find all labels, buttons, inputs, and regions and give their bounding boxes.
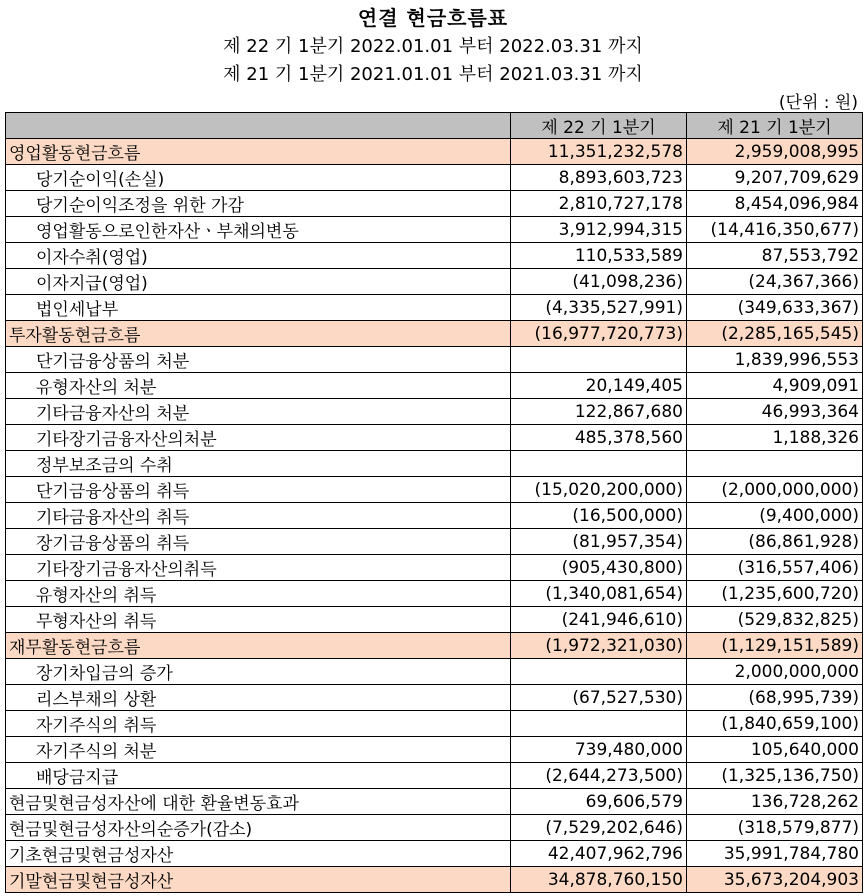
prior-period-value: (316,557,406) <box>687 555 863 581</box>
prior-period-value: 46,993,364 <box>687 399 863 425</box>
current-period-value <box>511 347 687 373</box>
table-row <box>6 269 863 295</box>
row-label: 장기금융상품의 취득 <box>6 529 511 555</box>
row-label: 투자활동현금흐름 <box>6 321 511 347</box>
table-row <box>6 581 863 607</box>
table-row <box>6 685 863 711</box>
unit-label: (단위 : 원) <box>778 93 858 113</box>
current-period-value: (4,335,527,991) <box>511 295 687 321</box>
row-label: 영업활동으로인한자산ㆍ부채의변동 <box>6 217 511 243</box>
header-current-col: 제 22 기 1분기 <box>511 113 687 139</box>
row-label: 배당금지급 <box>6 763 511 789</box>
current-period-value: 69,606,579 <box>511 789 687 815</box>
table-row <box>6 737 863 763</box>
row-label: 무형자산의 취득 <box>6 607 511 633</box>
row-label: 자기주식의 취득 <box>6 711 511 737</box>
table-row <box>6 165 863 191</box>
current-period-value: (16,977,720,773) <box>511 321 687 347</box>
prior-period-value: (349,633,367) <box>687 295 863 321</box>
header-label-col <box>6 113 511 139</box>
row-label: 정부보조금의 수취 <box>6 451 511 477</box>
table-row <box>6 295 863 321</box>
current-period-value: 42,407,962,796 <box>511 841 687 867</box>
section-row <box>6 867 863 893</box>
row-label: 영업활동현금흐름 <box>6 139 511 165</box>
section-row <box>6 321 863 347</box>
current-period-value: (15,020,200,000) <box>511 477 687 503</box>
prior-period-value: 9,207,709,629 <box>687 165 863 191</box>
current-period-value: 122,867,680 <box>511 399 687 425</box>
table-row <box>6 555 863 581</box>
row-label: 단기금융상품의 처분 <box>6 347 511 373</box>
table-header-row <box>6 113 863 139</box>
row-label: 기타금융자산의 처분 <box>6 399 511 425</box>
row-label: 기타장기금융자산의처분 <box>6 425 511 451</box>
row-label: 자기주식의 처분 <box>6 737 511 763</box>
table-row <box>6 373 863 399</box>
row-label: 이자수취(영업) <box>6 243 511 269</box>
row-label: 법인세납부 <box>6 295 511 321</box>
current-period-value: (241,946,610) <box>511 607 687 633</box>
row-label: 당기순이익(손실) <box>6 165 511 191</box>
current-period-value <box>511 711 687 737</box>
row-label: 리스부채의 상환 <box>6 685 511 711</box>
prior-period-value: (24,367,366) <box>687 269 863 295</box>
current-period-value: (67,527,530) <box>511 685 687 711</box>
row-label: 장기차입금의 증가 <box>6 659 511 685</box>
prior-period-value: (318,579,877) <box>687 815 863 841</box>
statement-title: 연결 현금흐름표 <box>357 6 509 30</box>
prior-period-value: (529,832,825) <box>687 607 863 633</box>
row-label: 유형자산의 처분 <box>6 373 511 399</box>
prior-period-value: 105,640,000 <box>687 737 863 763</box>
table-row <box>6 529 863 555</box>
current-period-value: (1,340,081,654) <box>511 581 687 607</box>
current-period-value: 11,351,232,578 <box>511 139 687 165</box>
table-row <box>6 243 863 269</box>
row-label: 이자지급(영업) <box>6 269 511 295</box>
current-period-value: (905,430,800) <box>511 555 687 581</box>
section-row <box>6 633 863 659</box>
prior-period-value: (1,235,600,720) <box>687 581 863 607</box>
current-period-value <box>511 451 687 477</box>
table-row <box>6 217 863 243</box>
prior-period-value: (14,416,350,677) <box>687 217 863 243</box>
current-period-value: 739,480,000 <box>511 737 687 763</box>
prior-period-value: (1,325,136,750) <box>687 763 863 789</box>
row-label: 기타장기금융자산의취득 <box>6 555 511 581</box>
prior-period-value: 136,728,262 <box>687 789 863 815</box>
header-prior-col: 제 21 기 1분기 <box>687 113 863 139</box>
current-period-value: (16,500,000) <box>511 503 687 529</box>
row-label: 기말현금및현금성자산 <box>6 867 511 893</box>
current-period-value: 110,533,589 <box>511 243 687 269</box>
current-period-value: 2,810,727,178 <box>511 191 687 217</box>
table-row <box>6 841 863 867</box>
cash-flow-table <box>5 112 863 893</box>
current-period-value: (81,957,354) <box>511 529 687 555</box>
current-period-value: 3,912,994,315 <box>511 217 687 243</box>
row-label: 유형자산의 취득 <box>6 581 511 607</box>
row-label: 당기순이익조정을 위한 가감 <box>6 191 511 217</box>
table-row <box>6 815 863 841</box>
prior-period-value: (2,285,165,545) <box>687 321 863 347</box>
table-row <box>6 399 863 425</box>
prior-period-value: 2,959,008,995 <box>687 139 863 165</box>
row-label: 기타금융자산의 취득 <box>6 503 511 529</box>
current-period-value: 34,878,760,150 <box>511 867 687 893</box>
prior-period-value: (1,840,659,100) <box>687 711 863 737</box>
table-row <box>6 659 863 685</box>
table-row <box>6 451 863 477</box>
current-period-value <box>511 659 687 685</box>
row-label: 현금및현금성자산에 대한 환율변동효과 <box>6 789 511 815</box>
prior-period-value <box>687 451 863 477</box>
prior-period-value: (9,400,000) <box>687 503 863 529</box>
table-row <box>6 763 863 789</box>
prior-period-value: (86,861,928) <box>687 529 863 555</box>
table-row <box>6 711 863 737</box>
row-label: 현금및현금성자산의순증가(감소) <box>6 815 511 841</box>
section-row <box>6 139 863 165</box>
current-period-value: 485,378,560 <box>511 425 687 451</box>
prior-period-value: 35,673,204,903 <box>687 867 863 893</box>
prior-period-value: (2,000,000,000) <box>687 477 863 503</box>
prior-period-value: 1,839,996,553 <box>687 347 863 373</box>
prior-period-value: 1,188,326 <box>687 425 863 451</box>
prior-period-value: 2,000,000,000 <box>687 659 863 685</box>
current-period-value: 8,893,603,723 <box>511 165 687 191</box>
prior-period-value: (68,995,739) <box>687 685 863 711</box>
prior-period-value: 35,991,784,780 <box>687 841 863 867</box>
current-period-value: (1,972,321,030) <box>511 633 687 659</box>
row-label: 재무활동현금흐름 <box>6 633 511 659</box>
row-label: 기초현금및현금성자산 <box>6 841 511 867</box>
prior-period-value: 4,909,091 <box>687 373 863 399</box>
table-row <box>6 191 863 217</box>
current-period-value: (2,644,273,500) <box>511 763 687 789</box>
current-period-value: (7,529,202,646) <box>511 815 687 841</box>
row-label: 단기금융상품의 취득 <box>6 477 511 503</box>
current-period-value: (41,098,236) <box>511 269 687 295</box>
table-row <box>6 607 863 633</box>
table-row <box>6 477 863 503</box>
period-current: 제 22 기 1분기 2022.01.01 부터 2022.03.31 까지 <box>223 36 643 57</box>
period-prior: 제 21 기 1분기 2021.01.01 부터 2021.03.31 까지 <box>223 64 643 85</box>
current-period-value: 20,149,405 <box>511 373 687 399</box>
table-row <box>6 789 863 815</box>
prior-period-value: 87,553,792 <box>687 243 863 269</box>
table-body <box>6 139 863 893</box>
prior-period-value: 8,454,096,984 <box>687 191 863 217</box>
prior-period-value: (1,129,151,589) <box>687 633 863 659</box>
table-row <box>6 425 863 451</box>
table-row <box>6 347 863 373</box>
table-row <box>6 503 863 529</box>
